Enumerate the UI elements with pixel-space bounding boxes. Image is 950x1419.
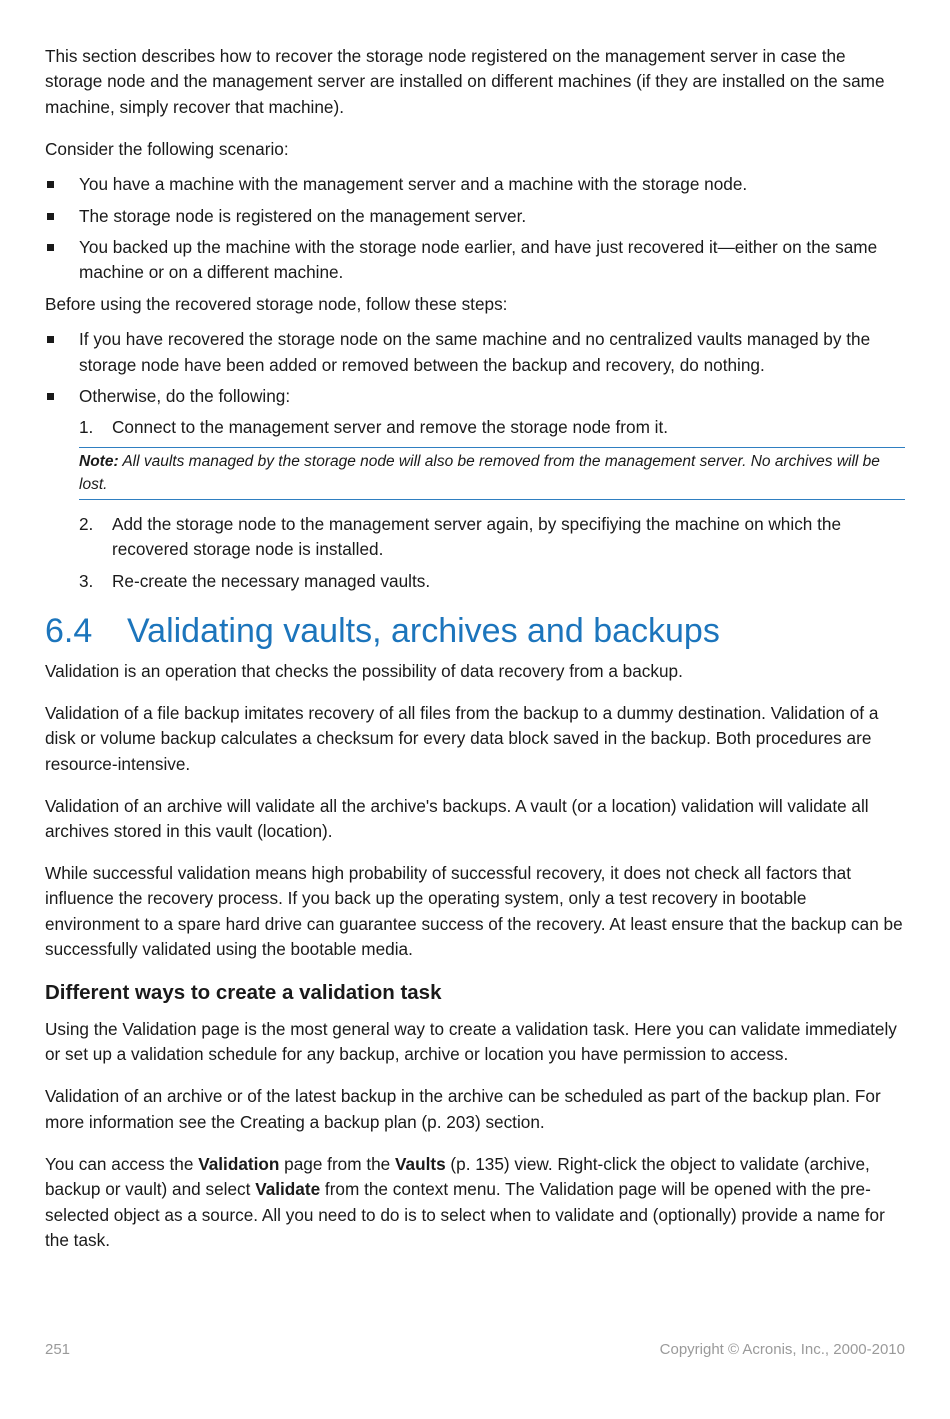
note-text: All vaults managed by the storage node will also be removed from the management server. No archives will be lost. [79,452,880,493]
numbered-step: 2. Add the storage node to the management server again, by specifiying the machine on which the recovered storage node is installed. [79,513,842,560]
validate-term: Validate [255,1179,321,1200]
numbered-steps [45,415,905,440]
section-paragraph: Validation is an operation that checks the possibility of data recovery from a backup. [45,661,683,681]
subsection-heading: Different ways to create a validation task [45,981,442,1005]
bullet-icon [47,181,54,188]
section-heading [45,610,905,652]
section-title: Validating vaults, archives and backups [127,612,720,650]
list-item: Otherwise, do the following: [45,384,905,409]
list-item: The storage node is registered on the management server. [45,204,905,229]
scenario-list [45,172,905,286]
note-box [79,447,905,500]
note-label: Note: [79,452,119,470]
scenario-intro: Consider the following scenario: [45,138,289,159]
section-number: 6.4 [45,612,93,650]
subsection-paragraph: You can access the Validation page from the Vaults (p. 135) view. Right-click the object to validate (archive, backup or vault) and select Validate from the context menu. The Validation page will be opened with the pre-selected object as a source. All you need to do is to select when to validate and (optionally) provide a name for the task. [45,1153,885,1250]
section-paragraph: Validation of a file backup imitates recovery of all files from the backup to a dummy destination. Validation of a disk or volume backup calculates a checksum for every data block saved in the backup. Both procedures are resource-intensive. [45,702,879,774]
page-number: 251 [45,1341,71,1358]
numbered-step: 3. Re-create the necessary managed vaults. [79,570,431,591]
numbered-steps-continued [45,512,905,594]
list-item: You backed up the machine with the storage node earlier, and have just recovered it—either on the same machine or on a different machine. [45,235,905,286]
subsection-paragraph: Validation of an archive or of the latest backup in the archive can be scheduled as part of the backup plan. For more information see the Creating a backup plan (p. 203) section. [45,1086,881,1132]
numbered-step: 1. Connect to the management server and remove the storage node from it. [79,417,669,438]
list-item: You have a machine with the management server and a machine with the storage node. [45,172,905,197]
section-paragraph: While successful validation means high probability of successful recovery, it does not check all factors that influence the recovery process. If you back up the operating system, only a test recovery in bootable environment to a spare hard drive can guarantee success of the recovery. At least ensure that the backup can be successfully validated using the bootable media. [45,862,903,960]
validation-term: Validation [198,1153,280,1174]
steps-intro: Before using the recovered storage node, follow these steps: [45,293,508,314]
intro-paragraph: This section describes how to recover the storage node registered on the management server in case the storage node and the management server are installed on different machines (if they are installed on the same machine, simply recover that machine). [45,46,885,117]
steps-list [45,327,905,409]
subsection-paragraph: Using the Validation page is the most general way to create a validation task. Here you can validate immediately or set up a validation schedule for any backup, archive or location you have permission to access. [45,1019,897,1065]
bullet-icon [47,244,54,251]
vaults-term: Vaults [395,1153,446,1174]
document-page [45,44,905,1270]
copyright-notice: Copyright © Acronis, Inc., 2000-2010 [659,1341,905,1358]
section-paragraph: Validation of an archive will validate all the archive's backups. A vault (or a location) validation will validate all archives stored in this vault (location). [45,795,869,842]
bullet-icon [47,393,54,400]
bullet-icon [47,336,54,343]
list-item: If you have recovered the storage node on the same machine and no centralized vaults managed by the storage node have been added or removed between the backup and recovery, do nothing. [45,327,905,378]
bullet-icon [47,213,54,220]
